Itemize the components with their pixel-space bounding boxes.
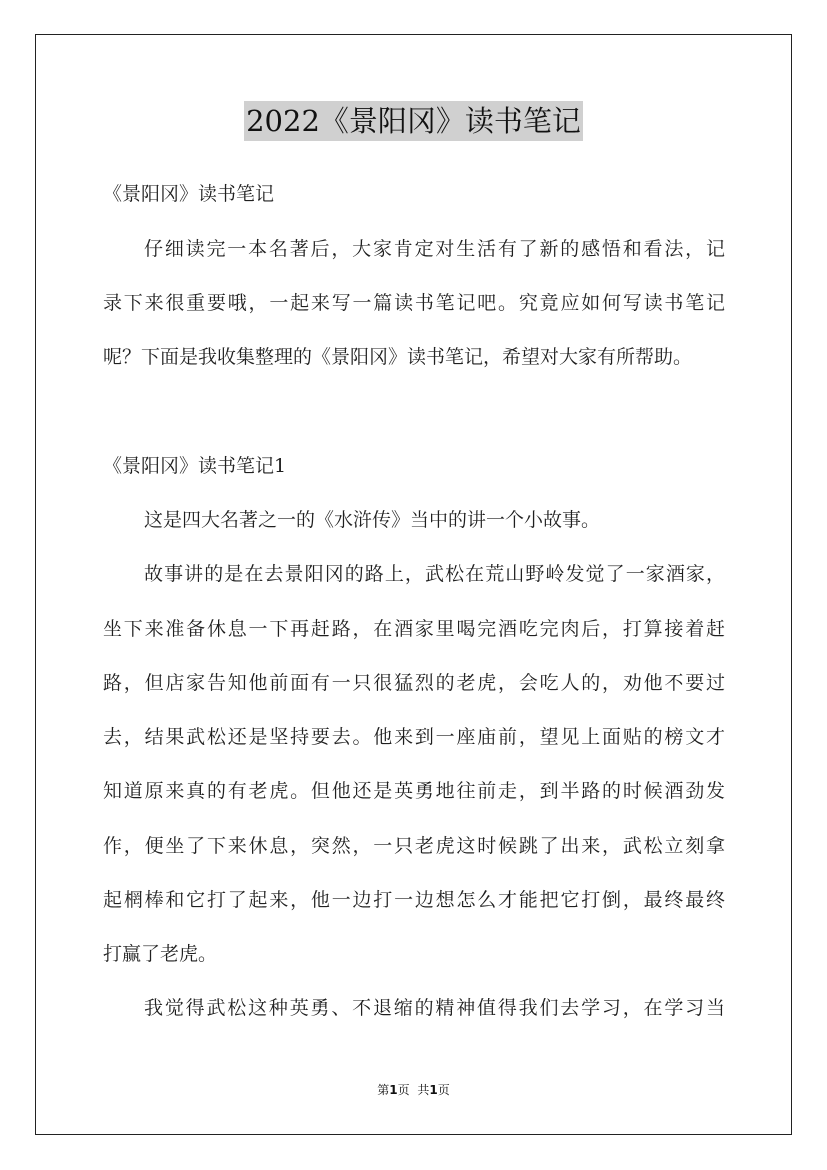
intro-line-3: 呢？下面是我收集整理的《景阳冈》读书笔记，希望对大家有所帮助。 bbox=[103, 346, 693, 368]
footer-total-unit: 页 bbox=[437, 1083, 450, 1097]
intro-line-1: 仔细读完一本名著后，大家肯定对生活有了新的感悟和看法，记 bbox=[144, 238, 725, 260]
story-line-6: 作，便坐了下来休息，突然，一只老虎这时候跳了出来，武松立刻拿 bbox=[103, 835, 725, 857]
reflection-line-1: 我觉得武松这种英勇、不退缩的精神值得我们去学习，在学习当 bbox=[144, 997, 725, 1019]
section-heading: 《景阳冈》读书笔记1 bbox=[103, 455, 287, 477]
story-line-8: 打赢了老虎。 bbox=[103, 943, 218, 965]
footer-page-prefix: 第 bbox=[377, 1083, 390, 1097]
story-line-3: 路，但店家告知他前面有一只很猛烈的老虎，会吃人的，劝他不要过 bbox=[103, 672, 725, 694]
intro-line-2: 录下来很重要哦，一起来写一篇读书笔记吧。究竟应如何写读书笔记 bbox=[103, 292, 725, 314]
document-title: 2022《景阳冈》读书笔记 bbox=[244, 101, 583, 141]
story-line-4: 去，结果武松还是坚持要去。他来到一座庙前，望见上面贴的榜文才 bbox=[103, 726, 725, 748]
footer-page-current: 1 bbox=[389, 1083, 398, 1097]
story-line-2: 坐下来准备休息一下再赶路，在酒家里喝完酒吃完肉后，打算接着赶 bbox=[103, 618, 725, 640]
story-line-1: 故事讲的是在去景阳冈的路上，武松在荒山野岭发觉了一家酒家， bbox=[144, 563, 725, 585]
document-subtitle: 《景阳冈》读书笔记 bbox=[103, 183, 275, 205]
footer-page-unit: 页 bbox=[397, 1083, 410, 1097]
footer-page-total: 1 bbox=[429, 1083, 438, 1097]
section-paragraph-1: 这是四大名著之一的《水浒传》当中的讲一个小故事。 bbox=[144, 509, 601, 531]
story-line-5: 知道原来真的有老虎。但他还是英勇地往前走，到半路的时候酒劲发 bbox=[103, 780, 725, 802]
page-footer bbox=[0, 1082, 827, 1098]
story-line-7: 起棢棒和它打了起来，他一边打一边想怎么才能把它打倒，最终最终 bbox=[103, 889, 725, 911]
title-container bbox=[0, 101, 827, 141]
footer-total-prefix: 共 bbox=[417, 1083, 430, 1097]
